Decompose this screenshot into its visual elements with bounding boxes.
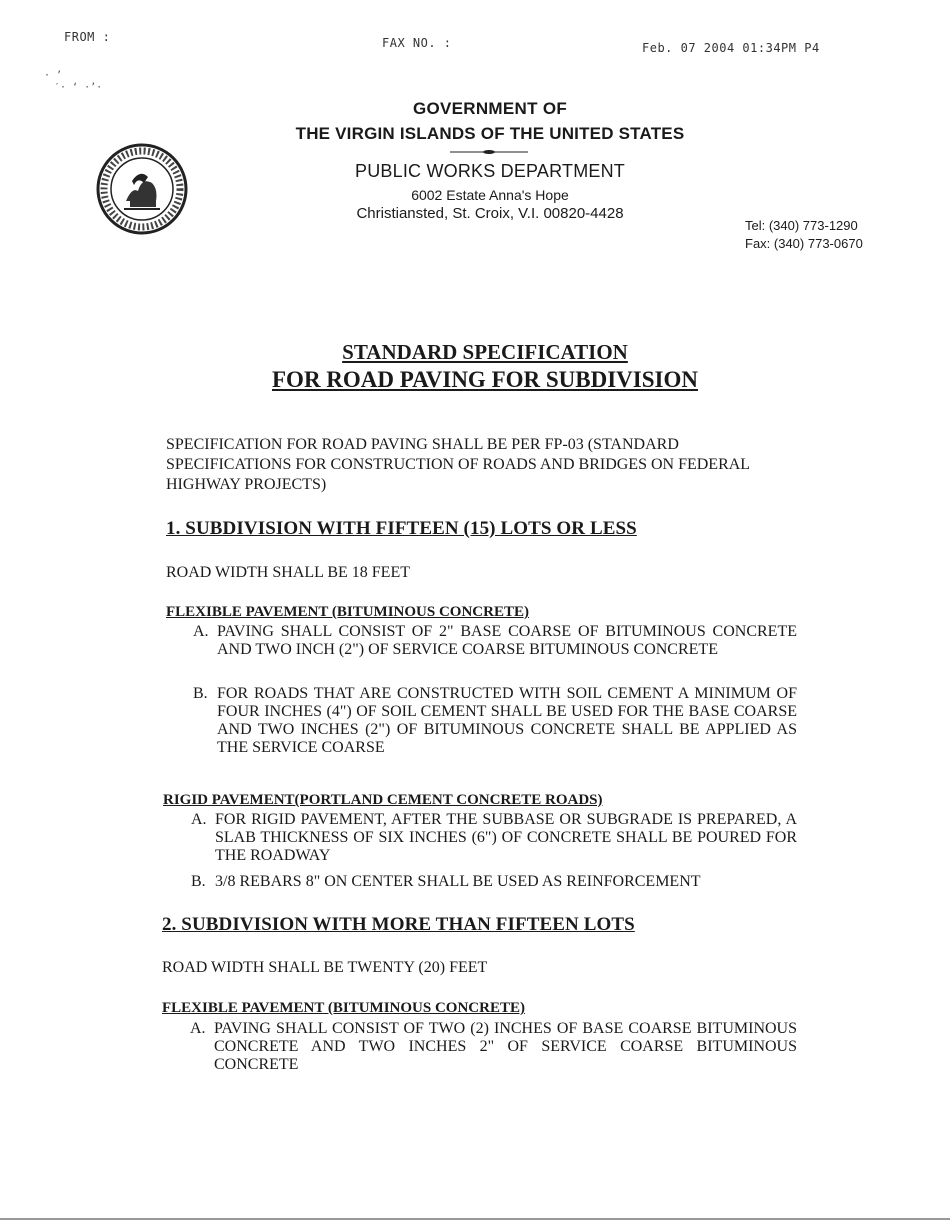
section-1-flexible-item-b xyxy=(193,685,797,757)
item-letter: A. xyxy=(190,1020,206,1037)
section-1-rigid-heading: RIGID PAVEMENT(PORTLAND CEMENT CONCRETE ROADS) xyxy=(163,792,603,808)
telephone-number: Tel: (340) 773-1290 xyxy=(745,218,858,233)
item-text: 3/8 REBARS 8" ON CENTER SHALL BE USED AS REINFORCEMENT xyxy=(215,873,701,890)
section-1-rigid-item-a xyxy=(191,811,797,865)
address-line-1: 6002 Estate Anna's Hope xyxy=(411,187,569,203)
item-letter: B. xyxy=(191,873,206,890)
section-2-flexible-heading: FLEXIBLE PAVEMENT (BITUMINOUS CONCRETE) xyxy=(162,1000,525,1016)
item-letter: A. xyxy=(193,623,209,640)
item-letter: A. xyxy=(191,811,207,828)
government-seal-icon xyxy=(96,143,188,235)
item-letter: B. xyxy=(193,685,208,702)
address-line-2: Christiansted, St. Croix, V.I. 00820-4428 xyxy=(356,205,624,222)
section-1-flexible-heading: FLEXIBLE PAVEMENT (BITUMINOUS CONCRETE) xyxy=(166,604,529,620)
section-2-road-width: ROAD WIDTH SHALL BE TWENTY (20) FEET xyxy=(162,959,488,976)
section-2-heading: 2. SUBDIVISION WITH MORE THAN FIFTEEN LOTS xyxy=(162,914,635,935)
item-text: FOR RIGID PAVEMENT, AFTER THE SUBBASE OR SUBGRADE IS PREPARED, A SLAB THICKNESS OF SIX INCHES (6") OF CONCRETE SHALL BE POURED FOR THE ROADWAY xyxy=(215,811,797,864)
scan-noise: ′· ‘ ·’· xyxy=(54,82,103,93)
document-title-line-1: STANDARD SPECIFICATION xyxy=(342,340,628,364)
fax-from-label: FROM : xyxy=(64,30,111,44)
intro-paragraph: SPECIFICATION FOR ROAD PAVING SHALL BE PER FP-03 (STANDARD SPECIFICATIONS FOR CONSTRUCTION OF ROADS AND BRIDGES ON FEDERAL HIGHWAY PROJECTS) xyxy=(166,436,750,493)
section-1-rigid-item-b xyxy=(191,873,797,891)
department-name: PUBLIC WORKS DEPARTMENT xyxy=(355,161,625,181)
item-text: FOR ROADS THAT ARE CONSTRUCTED WITH SOIL CEMENT A MINIMUM OF FOUR INCHES (4") OF SOIL CEMENT SHALL BE USED FOR THE BASE COARSE AND TWO INCHES (2") OF BITUMINOUS CONCRETE SHALL BE APPLIED AS THE SERVICE COARSE xyxy=(217,685,797,756)
government-line-1: GOVERNMENT OF xyxy=(412,99,568,118)
section-1-road-width: ROAD WIDTH SHALL BE 18 FEET xyxy=(166,564,410,581)
government-line-2: THE VIRGIN ISLANDS OF THE UNITED STATES xyxy=(295,124,685,143)
item-text: PAVING SHALL CONSIST OF 2" BASE COARSE OF BITUMINOUS CONCRETE AND TWO INCH (2") OF SERVICE COARSE BITUMINOUS CONCRETE xyxy=(217,623,797,658)
fax-number: Fax: (340) 773-0670 xyxy=(745,236,863,251)
letterhead-divider xyxy=(450,150,528,154)
scan-edge-line xyxy=(0,1218,950,1220)
section-1-heading: 1. SUBDIVISION WITH FIFTEEN (15) LOTS OR LESS xyxy=(166,518,637,539)
section-1-flexible-item-a xyxy=(193,623,797,659)
section-2-flexible-item-a xyxy=(190,1020,797,1074)
fax-number-label: FAX NO. : xyxy=(382,36,452,50)
document-title-line-2: FOR ROAD PAVING FOR SUBDIVISION xyxy=(272,367,698,392)
scan-noise: · ’ xyxy=(44,70,63,81)
item-text: PAVING SHALL CONSIST OF TWO (2) INCHES OF BASE COARSE BITUMINOUS CONCRETE AND TWO INCHES 2" OF SERVICE COARSE BITUMINOUS CONCRETE xyxy=(214,1020,797,1073)
fax-date-page: Feb. 07 2004 01:34PM P4 xyxy=(642,41,820,55)
